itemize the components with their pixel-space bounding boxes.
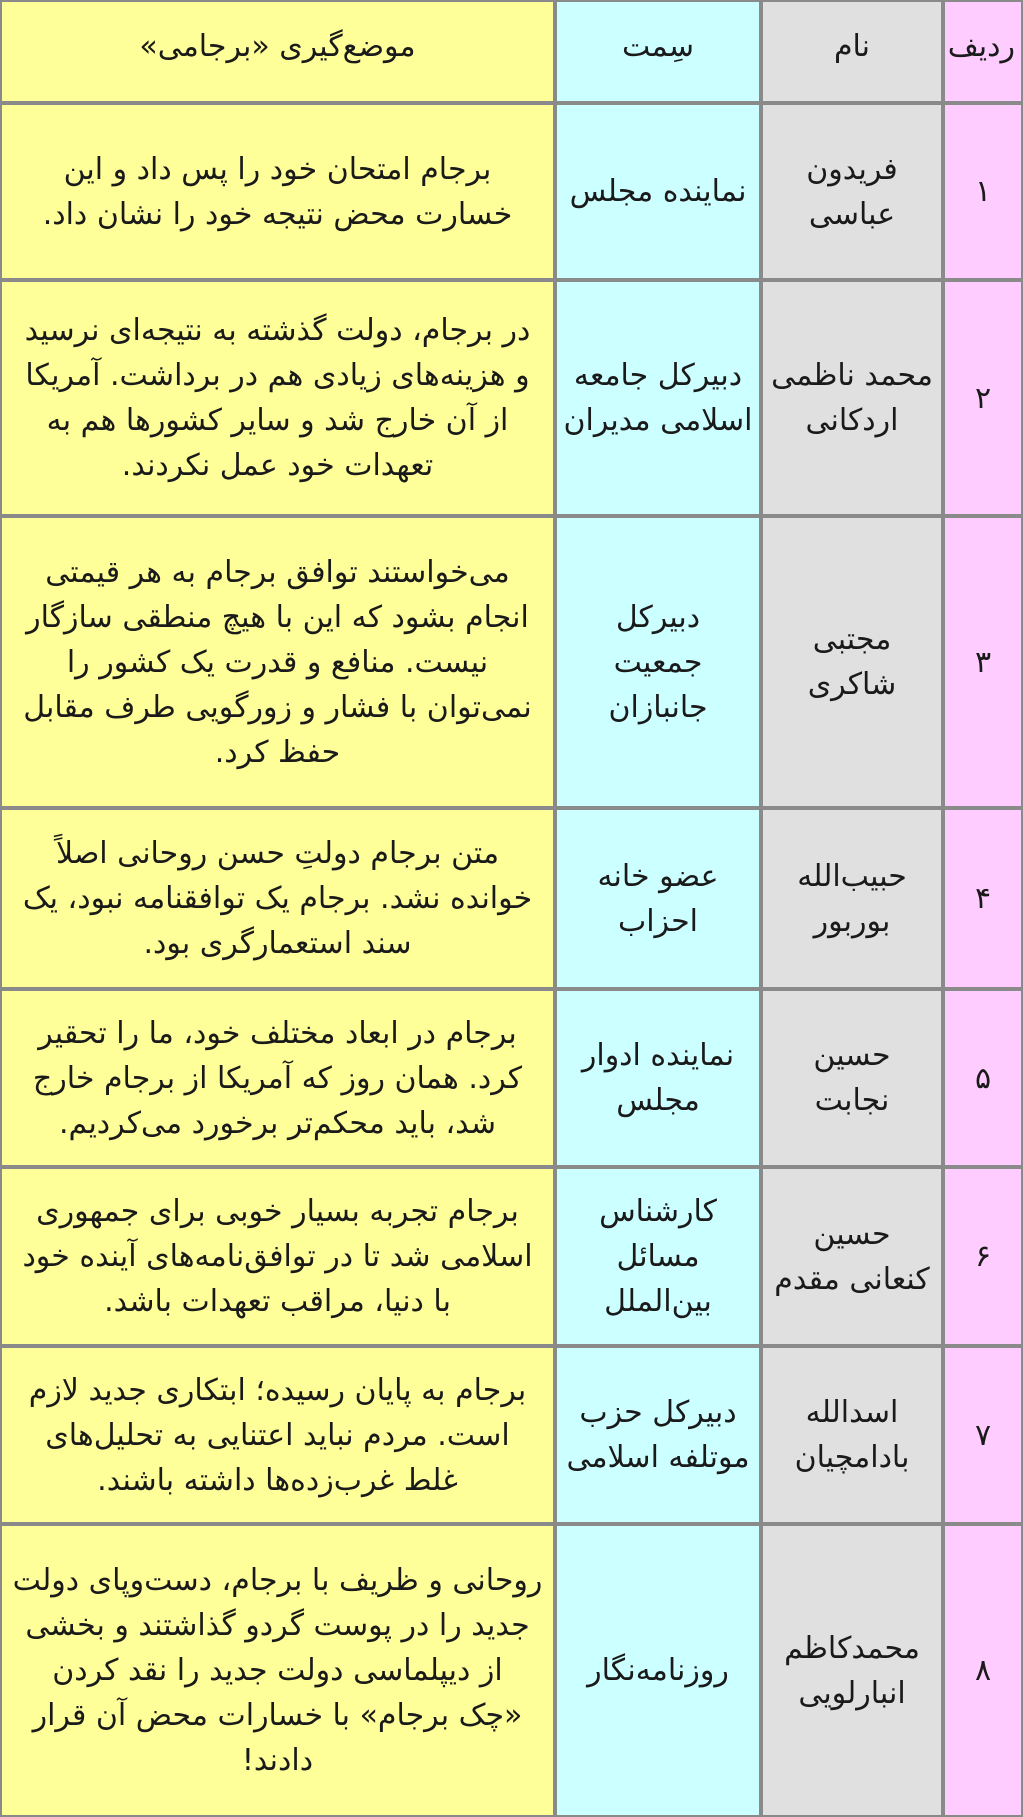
row-7-num <box>943 1346 1023 1524</box>
row-7-position-text: برجام به پایان رسیده؛ ابتکاری جدید لازم است. مردم نباید اعتنایی به تحلیل‌های غلط غرب‌زده‌ها داشته باشند. <box>28 1372 527 1498</box>
row-8-role-text: روزنامه‌نگار <box>587 1653 729 1688</box>
row-2-num-text: ۲ <box>974 380 992 416</box>
row-4-num <box>943 808 1023 989</box>
row-5-name <box>761 989 943 1167</box>
row-8-position-text: روحانی و ظریف با برجام، دست‌وپای دولت جدید را در پوست گردو گذاشتند و بخشی از دیپلماسی دولت جدید را نقد کردن «چک برجام» با خسارات محض آن قرار دادند! <box>12 1563 543 1778</box>
row-5-role-text: نماینده ادوار مجلس <box>581 1038 735 1118</box>
row-6-name-text: حسین کنعانی مقدم <box>774 1216 930 1297</box>
row-7-name-text: اسدالله بادامچیان <box>794 1395 910 1475</box>
row-1-name <box>761 103 943 280</box>
row-1-num-text: ۱ <box>974 174 992 209</box>
row-4-position-text: متن برجام دولتِ حسن روحانی اصلاً خوانده نشد. برجام یک توافقنامه نبود، یک سند استعمارگری بود. <box>22 836 533 961</box>
row-3-name-text: مجتبی شاکری <box>807 622 897 702</box>
row-3-num <box>943 516 1023 808</box>
row-1-position <box>0 103 555 280</box>
row-8-name <box>761 1524 943 1817</box>
row-8-name-text: محمدکاظم انبارلویی <box>784 1630 920 1711</box>
row-4-num-text: ۴ <box>974 881 992 916</box>
row-7-role <box>555 1346 761 1524</box>
row-1-num <box>943 103 1023 280</box>
row-6-position <box>0 1167 555 1346</box>
row-5-role <box>555 989 761 1167</box>
row-4-role-text: عضو خانه احزاب <box>597 858 719 939</box>
header-name <box>761 0 943 103</box>
row-5-num <box>943 989 1023 1167</box>
header-role <box>555 0 761 103</box>
row-1-name-text: فریدون عباسی <box>806 151 898 232</box>
row-3-position-text: می‌خواستند توافق برجام به هر قیمتی انجام بشود که این با هیچ منطقی سازگار نیست. منافع و قدرت یک کشور را نمی‌توان با فشار و زورگویی طرف مقابل حفظ کرد. <box>23 554 532 770</box>
row-6-num <box>943 1167 1023 1346</box>
row-3-num-text: ۳ <box>974 644 992 680</box>
row-5-position-text: برجام در ابعاد مختلف خود، ما را تحقیر کرد. همان روز که آمریکا از برجام خارج شد، باید محکم‌تر برخورد می‌کردیم. <box>32 1015 523 1141</box>
row-4-position <box>0 808 555 989</box>
row-7-role-text: دبیرکل حزب موتلفه اسلامی <box>566 1395 750 1475</box>
row-6-num-text: ۶ <box>974 1239 992 1274</box>
row-2-position <box>0 280 555 516</box>
row-7-num-text: ۷ <box>974 1417 992 1453</box>
row-5-name-text: حسین نجابت <box>813 1038 891 1118</box>
row-2-role-text: دبیرکل جامعه اسلامی مدیران <box>563 358 753 438</box>
header-position <box>0 0 555 103</box>
row-4-name-text: حبیب‌الله بوربور <box>797 858 907 939</box>
row-5-position <box>0 989 555 1167</box>
row-2-name-text: محمد ناظمی اردکانی <box>771 358 933 438</box>
row-8-num-text: ۸ <box>974 1653 992 1688</box>
row-8-role <box>555 1524 761 1817</box>
row-3-position <box>0 516 555 808</box>
row-2-name <box>761 280 943 516</box>
row-5-num-text: ۵ <box>974 1060 992 1096</box>
row-8-num <box>943 1524 1023 1817</box>
row-1-position-text: برجام امتحان خود را پس داد و این خسارت محض نتیجه خود را نشان داد. <box>42 151 513 232</box>
row-3-role <box>555 516 761 808</box>
row-6-role-text: کارشناس مسائل بین‌الملل <box>599 1194 717 1319</box>
row-7-name <box>761 1346 943 1524</box>
row-4-role <box>555 808 761 989</box>
row-2-num <box>943 280 1023 516</box>
row-2-role <box>555 280 761 516</box>
header-role-text: سِمت <box>622 29 694 64</box>
row-3-role-text: دبیرکل جمعیت جانبازان <box>608 599 708 725</box>
header-num <box>943 0 1023 103</box>
row-6-role <box>555 1167 761 1346</box>
row-8-position <box>0 1524 555 1817</box>
header-num-text: ردیف <box>947 29 1015 64</box>
header-name-text: نام <box>833 29 871 64</box>
row-6-position-text: برجام تجربه بسیار خوبی برای جمهوری اسلامی شد تا در توافق‌نامه‌های آینده خود با دنیا، مراقب تعهدات باشد. <box>22 1194 533 1319</box>
row-6-name <box>761 1167 943 1346</box>
row-1-role <box>555 103 761 280</box>
row-2-position-text: در برجام، دولت گذشته به نتیجه‌ای نرسید و هزینه‌های زیادی هم در برداشت. آمریکا از آن خارج شد و سایر کشورها هم به تعهدات خود عمل نکردند. <box>24 313 531 483</box>
row-7-position <box>0 1346 555 1524</box>
row-3-name <box>761 516 943 808</box>
row-4-name <box>761 808 943 989</box>
row-1-role-text: نماینده مجلس <box>569 174 747 209</box>
header-position-text: موضع‌گیری «برجامی» <box>139 29 416 64</box>
